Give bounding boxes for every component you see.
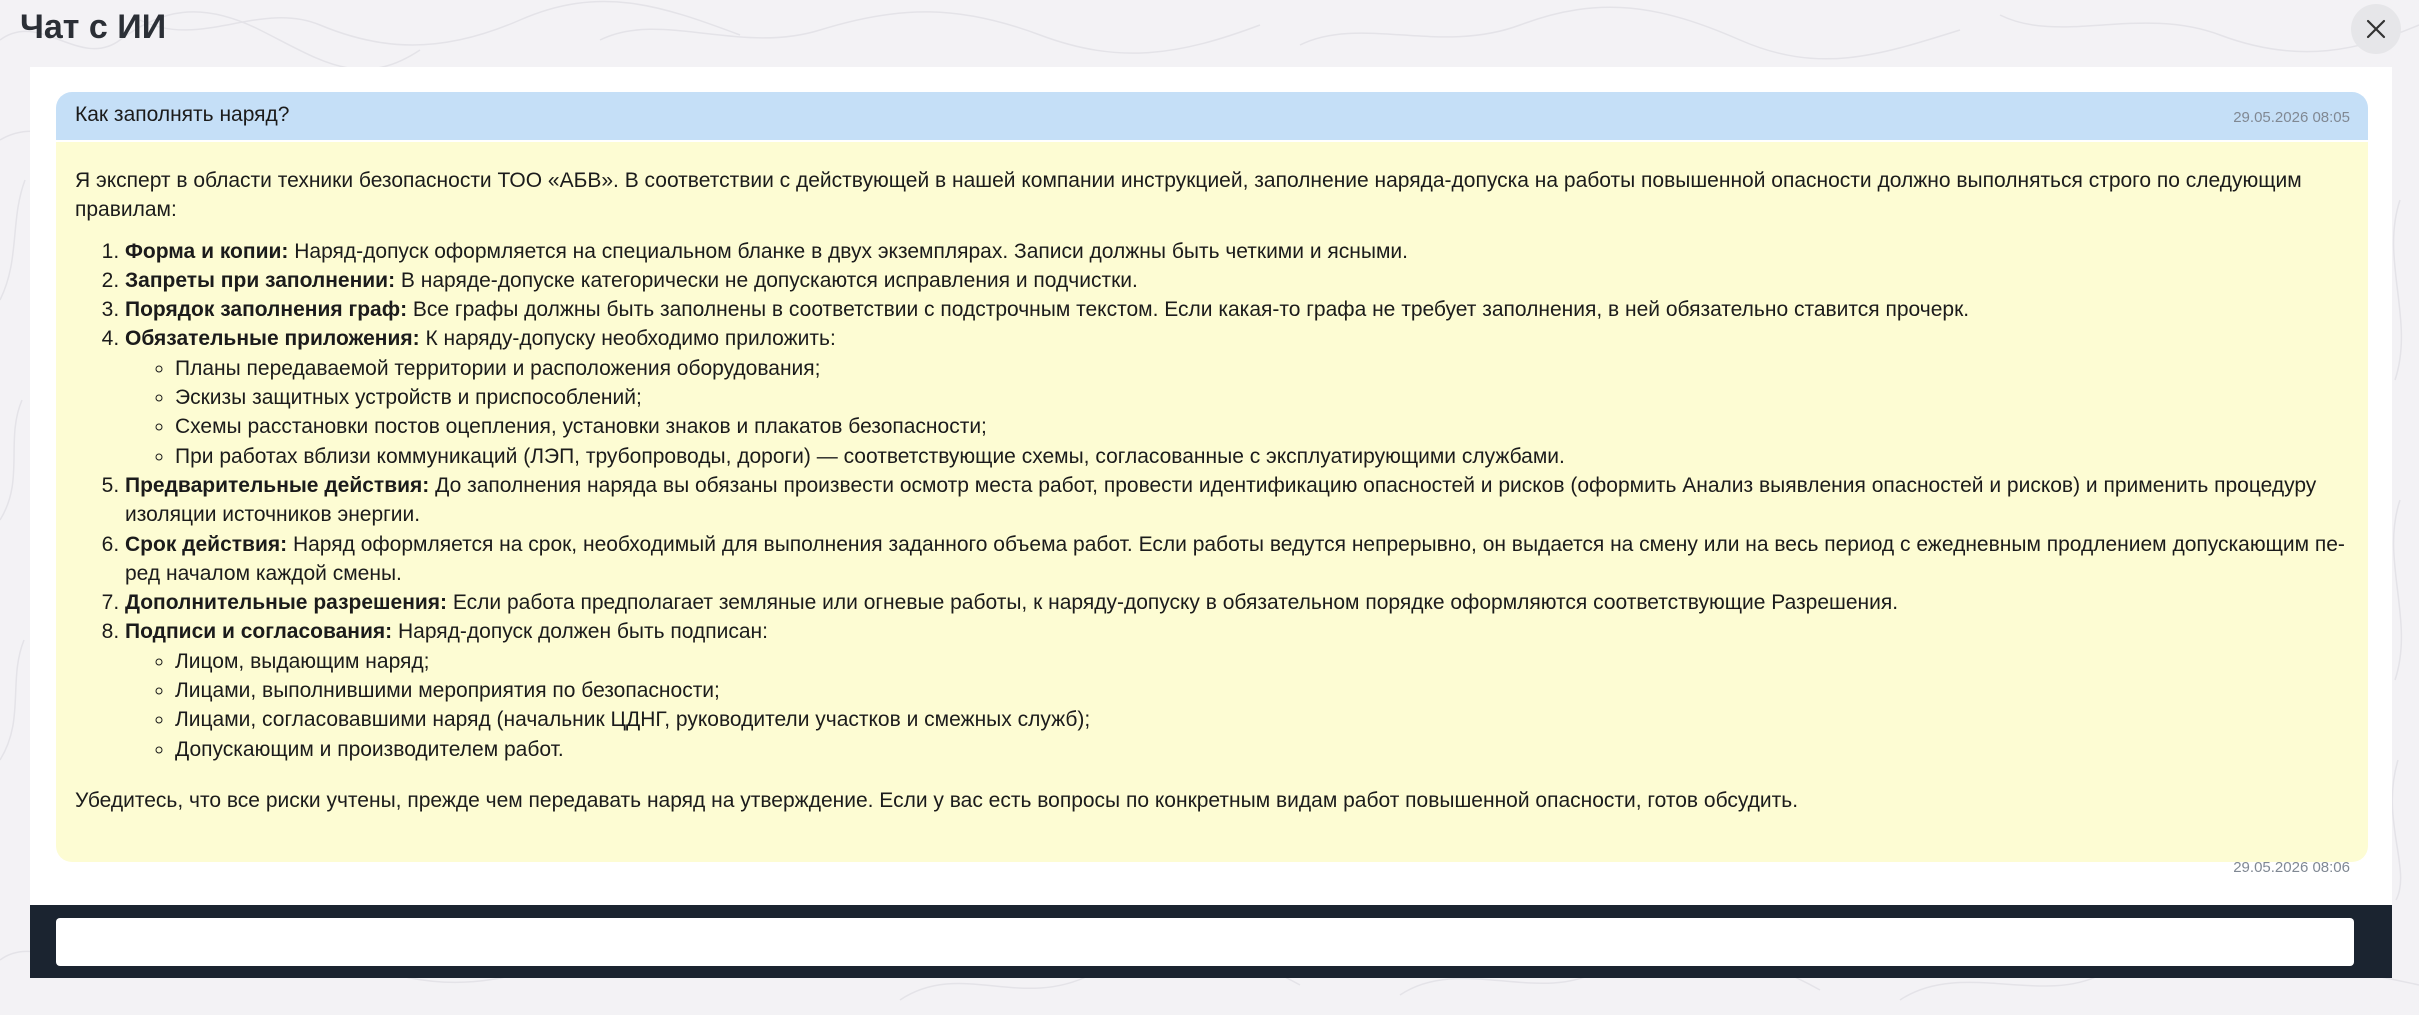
sub-list-item: ◦ При работах вблизи коммуникаций (ЛЭП, трубопроводы, дороги) — соответствующие схемы, согласованные с эксплуатирующими службами.: [175, 442, 2349, 471]
sub-list: [125, 647, 2349, 764]
list-item-text: В наряде-допуске категорически не допускаются исправления и подчистки.: [395, 268, 1138, 292]
user-message: [56, 92, 2368, 140]
list-item-text: До заполнения наряда вы обязаны произвести осмотр места работ, провести идентификацию опасностей и рисков (оформить Анализ выявления опасностей и рисков) и применить процедуру изоляции источников энергии.: [125, 473, 2317, 527]
message-input[interactable]: [56, 918, 2354, 966]
user-message-text: Как заполнять наряд?: [75, 103, 290, 126]
list-item-text: Наряд-допуск оформляется на специальном бланке в двух экземплярах. Записи должны быть четкими и ясными.: [288, 239, 1408, 263]
list-item-title: Запреты при заполнении:: [125, 268, 396, 292]
ai-message-intro: Я эксперт в области техники безопасности ТОО «АБВ». В соответствии с действующей в нашей компании инструкцией, заполнение наряда-допуска на работы повышенной опасности должно выполняться строго по следующим правилам:: [75, 169, 2302, 222]
message-input-bar: [30, 905, 2392, 978]
ai-message-timestamp: 29.05.2026 08:06: [2233, 859, 2350, 876]
sub-list-item: ◦ Схемы расстановки постов оцепления, установки знаков и плакатов безопасности;: [175, 412, 2349, 441]
list-item: [125, 617, 2349, 763]
list-item: [125, 588, 2349, 617]
sub-list-item: ◦ Допускающим и производителем работ.: [175, 735, 2349, 764]
list-item-title: Порядок заполнения граф:: [125, 298, 408, 322]
list-item-title: Срок действия:: [125, 532, 288, 556]
list-item-title: Обязательные приложения:: [125, 327, 420, 351]
list-item-text: К наряду-допуску необходимо приложить:: [419, 327, 836, 351]
sub-list-item: ◦ Эскизы защитных устройств и приспособлений;: [175, 383, 2349, 412]
close-icon: [2365, 18, 2387, 40]
ai-message: [56, 142, 2368, 862]
list-item: [125, 237, 2349, 266]
sub-list-item: ◦ Лицом, выдающим наряд;: [175, 647, 2349, 676]
page-title: Чат с ИИ: [20, 8, 167, 46]
sub-list: [125, 354, 2349, 471]
list-item-text: Наряд оформляется на срок, необходимый для выполнения заданного объема работ. Если работы ведутся непрерывно, он выдается на смену или на весь период с ежедневным продлением допускающим пе-ред началом каждой смены.: [125, 532, 2345, 585]
list-item: [125, 471, 2349, 530]
list-item: [125, 266, 2349, 295]
chat-messages-panel[interactable]: [30, 67, 2392, 905]
list-item-title: Предварительные действия:: [125, 473, 430, 497]
list-item-text: Если работа предполагает земляные или огневые работы, к наряду-допуску в обязательном порядке оформляются соответствующие Разрешения.: [447, 591, 1899, 615]
user-message-timestamp: 29.05.2026 08:05: [2233, 109, 2350, 126]
list-item-text: Все графы должны быть заполнены в соответствии с подстрочным текстом. Если какая-то графа не требует заполнения, в ней обязательно ставится прочерк.: [407, 298, 1970, 322]
list-item-title: Подписи и согласования:: [125, 620, 393, 644]
sub-list-item: ◦ Планы передаваемой территории и расположения оборудования;: [175, 354, 2349, 383]
sub-list-item: ◦ Лицами, согласовавшими наряд (начальник ЦДНГ, руководители участков и смежных служб);: [175, 705, 2349, 734]
list-item-title: Форма и копии:: [125, 239, 289, 263]
list-item-text: Наряд-допуск должен быть подписан:: [392, 620, 768, 644]
list-item: [125, 324, 2349, 470]
close-button[interactable]: [2351, 4, 2401, 54]
list-item: [125, 295, 2349, 324]
list-item: [125, 530, 2349, 589]
ai-rules-list: [75, 237, 2349, 764]
ai-message-outro: Убедитесь, что все риски учтены, прежде чем передавать наряд на утверждение. Если у вас есть вопросы по конкретным видам работ повышенной опасности, готов обсудить.: [75, 788, 1799, 812]
sub-list-item: ◦ Лицами, выполнившими мероприятия по безопасности;: [175, 676, 2349, 705]
list-item-title: Дополнительные разрешения:: [125, 591, 448, 615]
